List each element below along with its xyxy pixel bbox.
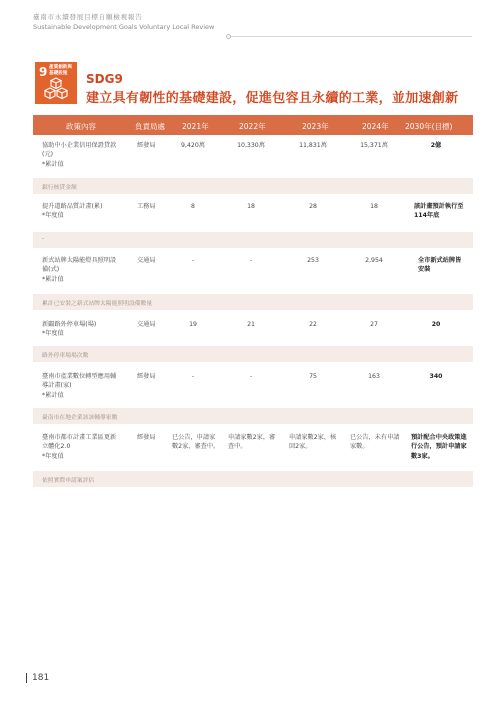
indicator-text: 臺南市在地企業該該輔導家數: [42, 415, 118, 421]
policy-cell: [42, 320, 137, 339]
col-2021: 2021年: [182, 122, 209, 131]
value-2021: 已公告，申請家數2家，審查中。: [172, 434, 220, 451]
value-2024: 已公告，未有申請家數。: [350, 434, 400, 451]
policy-cell: [42, 433, 137, 461]
indicator-text: -: [42, 236, 45, 242]
col-2023: 2023年: [302, 122, 329, 131]
policy-cell: [42, 202, 137, 221]
policy-line: 臺南市都市計畫工業區更新: [42, 434, 117, 441]
value-2022: -: [249, 257, 253, 264]
policy-line: (元): [42, 151, 54, 159]
col-dept: 負責局處: [135, 122, 165, 131]
policy-cell: [42, 256, 137, 284]
policy-line: *年度值: [42, 212, 64, 220]
value-2021: -: [191, 257, 195, 264]
target-value: 340: [429, 373, 443, 380]
indicator-text: 累計已安裝之新式站牌太陽能照明設備數量: [42, 301, 153, 307]
report-title-zh: 臺南市永續發展目標自願檢視報告: [33, 13, 143, 21]
value-2023: 75: [309, 373, 317, 380]
indicator-band: [33, 346, 473, 362]
value-2022: 申請家數2家，審查中。: [228, 434, 276, 451]
policy-line: 立體化2.0: [42, 443, 71, 451]
col-2024: 2024年: [362, 122, 389, 131]
target-value: 預計配合中央政策進行公告，預計申請家數3家。: [411, 434, 467, 460]
sdg-icon-label: 產業創新與基礎設施: [49, 65, 72, 76]
value-2021: 9,420萬: [181, 142, 205, 149]
dept-cell: 交通局: [137, 321, 156, 328]
sdg-subtitle: 建立具有韌性的基礎建設，促進包容且永續的工業，並加速創新: [86, 91, 459, 106]
policy-line: *年度值: [42, 452, 64, 460]
value-2023: 22: [309, 321, 317, 328]
indicator-band: [33, 232, 473, 248]
report-header: [33, 12, 214, 31]
value-2023: 申請家數2家，核回2家。: [289, 434, 337, 451]
policy-cell: [42, 372, 137, 400]
dept-cell: 經發局: [137, 434, 156, 441]
indicator-band: [33, 178, 473, 194]
target-value: 20: [431, 321, 441, 328]
dept-cell: 交通局: [137, 257, 156, 264]
policy-line: *累計值: [42, 160, 64, 168]
sdg-title: SDG9: [86, 72, 123, 86]
value-2024: 15,371萬: [360, 142, 388, 149]
policy-line: 備(式): [42, 266, 60, 274]
policy-line: 提升道路品質計畫(累): [42, 203, 103, 210]
target-value: 該計畫預計執行至114年底: [414, 203, 464, 220]
value-2023: 253: [307, 257, 319, 264]
target-value: 全市新式站牌皆安裝: [418, 257, 462, 274]
indicator-band: [33, 294, 473, 310]
value-2023: 28: [309, 203, 317, 210]
policy-line: 導計畫(家): [42, 382, 72, 390]
col-2022: 2022年: [239, 122, 266, 131]
value-2021: 19: [189, 321, 197, 328]
policy-line: 臺南市產業數位轉型應用輔: [42, 373, 117, 380]
target-value: 2億: [430, 142, 442, 149]
value-2022: 10,330萬: [237, 142, 265, 149]
policy-line: *累計值: [42, 391, 64, 399]
report-title-en: Sustainable Development Goals Voluntary Local Review: [33, 23, 215, 31]
indicator-text: 依照實際申請案評估: [42, 478, 95, 484]
policy-cell: [42, 141, 137, 169]
value-2022: 21: [247, 321, 255, 328]
value-2024: 163: [368, 373, 380, 380]
header-rule-dot: [226, 34, 231, 39]
value-2023: 11,831萬: [299, 142, 327, 149]
col-policy: 政策內容: [66, 122, 96, 131]
header-rule: [230, 36, 472, 37]
indicator-text: 銀行核貸金額: [42, 185, 77, 191]
dept-cell: 經發局: [137, 373, 156, 380]
indicator-band: [33, 471, 473, 487]
policy-line: *年度值: [42, 330, 64, 338]
page-number: 181: [26, 673, 49, 683]
value-2021: -: [191, 373, 195, 380]
value-2022: 18: [247, 203, 255, 210]
value-2022: -: [249, 373, 253, 380]
value-2024: 18: [370, 203, 378, 210]
dept-cell: 工務局: [137, 203, 156, 210]
value-2024: 2,954: [365, 257, 383, 264]
indicator-band: [33, 408, 473, 424]
sdg-number: 9: [39, 65, 48, 79]
policy-line: 新闢路外停車場(場): [42, 321, 97, 328]
policy-line: 協助中小企業信用保證貸款: [42, 142, 117, 149]
table-header: [33, 115, 473, 135]
indicator-text: 路外停車場場次數: [42, 353, 89, 359]
col-target: 2030年(目標): [405, 122, 453, 131]
sdg9-icon: [35, 62, 77, 104]
policy-line: *累計值: [42, 275, 64, 283]
policy-line: 新式站牌太陽能燈具照明設: [42, 257, 117, 264]
value-2021: 8: [191, 203, 195, 210]
cubes-icon: [44, 77, 68, 101]
dept-cell: 經發局: [137, 142, 156, 149]
value-2024: 27: [370, 321, 378, 328]
